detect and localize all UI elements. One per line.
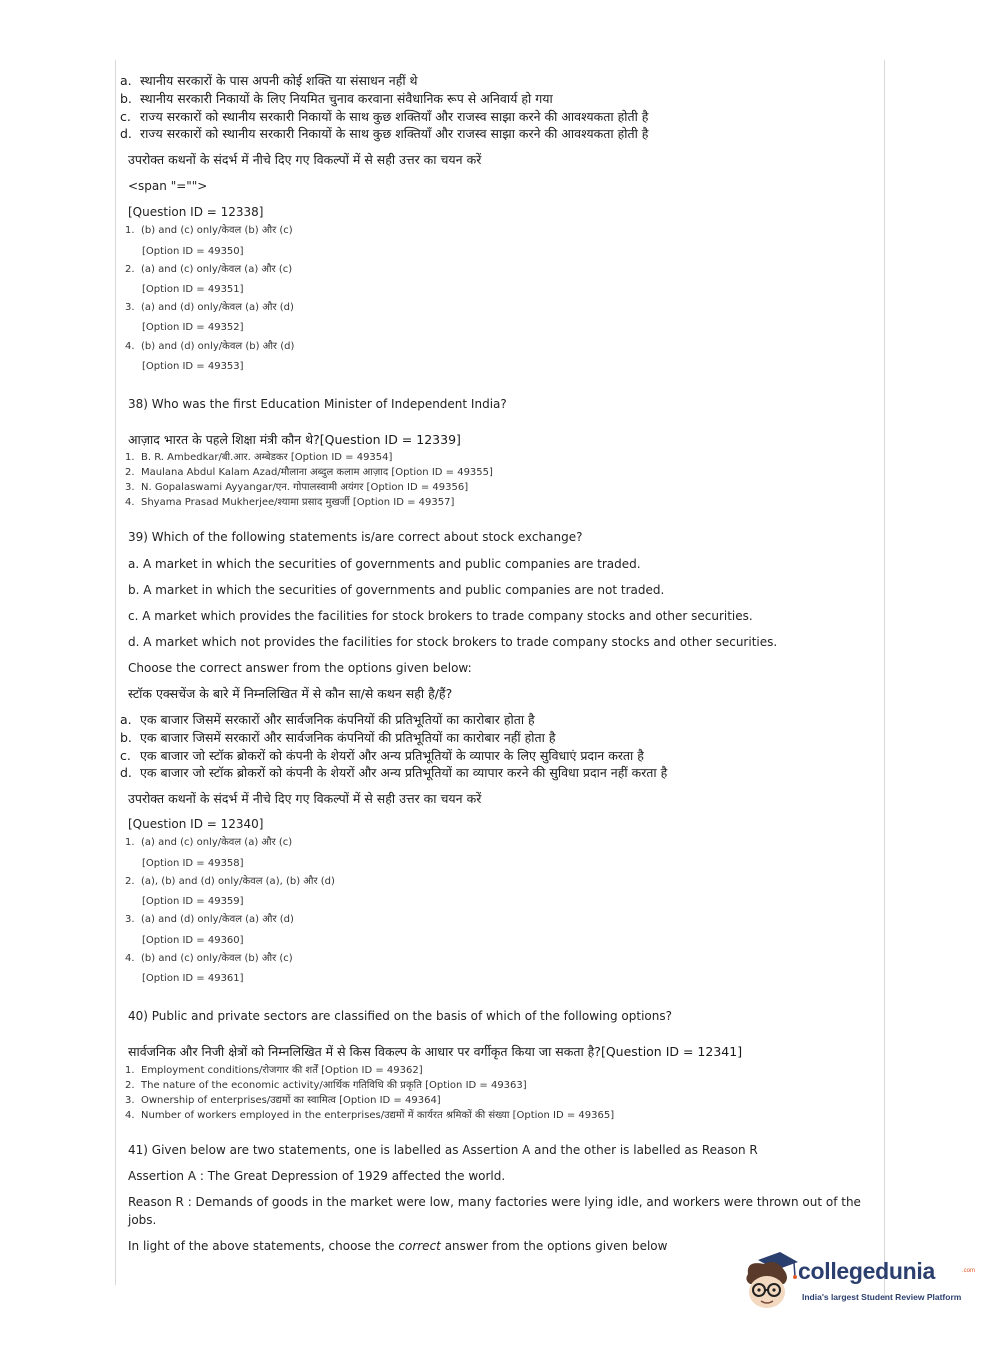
q38-hindi: आज़ाद भारत के पहले शिक्षा मंत्री कौन थे?[Question ID = 12339] bbox=[128, 432, 461, 447]
q41-assertion: Assertion A : The Great Depression of 1929 affected the world. bbox=[128, 1169, 506, 1183]
q37-option-1-id: [Option ID = 49350] bbox=[142, 246, 244, 257]
q40-title: 40) Public and private sectors are classified on the basis of which of the following options? bbox=[128, 1009, 672, 1023]
q39-statement-hi-c: c. एक बाजार जो स्टॉक ब्रोकरों को कंपनी के शेयरों और अन्य प्रतिभूतियों के व्यापार के लिए सुविधाएं प्रदान करता है bbox=[120, 748, 644, 763]
q39-option-1-id: [Option ID = 49358] bbox=[142, 858, 244, 869]
q40-option-3: 3. Ownership of enterprises/उद्यमों का स्वामित्व [Option ID = 49364] bbox=[125, 1095, 441, 1106]
q39-option-2-id: [Option ID = 49359] bbox=[142, 896, 244, 907]
q38-option-1: 1. B. R. Ambedkar/बी.आर. अम्बेडकर [Option ID = 49354] bbox=[125, 452, 393, 463]
q39-statement-en-d: d. A market which not provides the facilities for stock brokers to trade company stocks and other securities. bbox=[128, 635, 778, 649]
q40-option-4: 4. Number of workers employed in the enterprises/उद्यमों में कार्यरत श्रमिकों की संख्या [Option ID = 49365] bbox=[125, 1110, 615, 1121]
q39-option-2: 2. (a), (b) and (d) only/केवल (a), (b) और (d) bbox=[125, 876, 335, 887]
left-margin-line bbox=[115, 60, 116, 1285]
q39-hindi-question: स्टॉक एक्सचेंज के बारे में निम्नलिखित में से कौन सा/से कथन सही है/हैं? bbox=[128, 686, 453, 701]
right-margin-line bbox=[884, 60, 885, 1300]
q40-option-1: 1. Employment conditions/रोजगार की शर्तें [Option ID = 49362] bbox=[125, 1065, 423, 1076]
q40-option-2: 2. The nature of the economic activity/आर्थिक गतिविधि की प्रकृति [Option ID = 49363] bbox=[125, 1080, 527, 1091]
q39-statement-en-b: b. A market in which the securities of governments and public companies are not traded. bbox=[128, 583, 665, 597]
q39-question-id: [Question ID = 12340] bbox=[128, 817, 264, 831]
q39-option-3: 3. (a) and (d) only/केवल (a) और (d) bbox=[125, 914, 294, 925]
q39-statement-hi-a: a. एक बाजार जिसमें सरकारों और सार्वजनिक कंपनियों की प्रतिभूतियों का कारोबार होता है bbox=[120, 712, 535, 727]
q39-option-3-id: [Option ID = 49360] bbox=[142, 935, 244, 946]
logo-wordmark: collegedunia bbox=[798, 1258, 935, 1284]
q37-option-2-id: [Option ID = 49351] bbox=[142, 284, 244, 295]
q41-reason-cont: jobs. bbox=[128, 1213, 157, 1227]
q37-statement-c: c. राज्य सरकारों को स्थानीय सरकारी निकायों के साथ कुछ शक्तियाँ और राजस्व साझा करने की आवश्यकता होती है bbox=[120, 109, 649, 124]
q39-statement-en-a: a. A market in which the securities of governments and public companies are traded. bbox=[128, 557, 641, 571]
q38-option-3: 3. N. Gopalaswami Ayyangar/एन. गोपालस्वामी अयंगर [Option ID = 49356] bbox=[125, 482, 469, 493]
q37-choose-hindi: उपरोक्त कथनों के संदर्भ में नीचे दिए गए विकल्पों में से सही उत्तर का चयन करें bbox=[128, 152, 482, 167]
q38-title: 38) Who was the first Education Minister of Independent India? bbox=[128, 397, 507, 411]
q37-option-3: 3. (a) and (d) only/केवल (a) और (d) bbox=[125, 302, 294, 313]
q39-statement-en-c: c. A market which provides the facilities for stock brokers to trade company stocks and other securities. bbox=[128, 609, 753, 623]
q39-choose-en: Choose the correct answer from the options given below: bbox=[128, 661, 472, 675]
q41-instruction: In light of the above statements, choose the correct answer from the options given below bbox=[128, 1239, 668, 1253]
logo-tagline: India's largest Student Review Platform bbox=[802, 1292, 962, 1302]
q37-option-4: 4. (b) and (d) only/केवल (b) और (d) bbox=[125, 341, 295, 352]
q39-option-4-id: [Option ID = 49361] bbox=[142, 973, 244, 984]
q37-option-1: 1. (b) and (c) only/केवल (b) और (c) bbox=[125, 225, 293, 236]
q37-statement-a: a. स्थानीय सरकारों के पास अपनी कोई शक्ति या संसाधन नहीं थे bbox=[120, 73, 418, 88]
q38-option-4: 4. Shyama Prasad Mukherjee/श्यामा प्रसाद मुखर्जी [Option ID = 49357] bbox=[125, 497, 455, 508]
q37-option-2: 2. (a) and (c) only/केवल (a) और (c) bbox=[125, 264, 293, 275]
q41-title: 41) Given below are two statements, one is labelled as Assertion A and the other is labelled as Reason R bbox=[128, 1143, 758, 1157]
q39-option-4: 4. (b) and (c) only/केवल (b) और (c) bbox=[125, 953, 293, 964]
q39-title: 39) Which of the following statements is/are correct about stock exchange? bbox=[128, 530, 583, 544]
q38-option-2: 2. Maulana Abdul Kalam Azad/मौलाना अब्दुल कलाम आज़ाद [Option ID = 49355] bbox=[125, 467, 493, 478]
q37-question-id: [Question ID = 12338] bbox=[128, 205, 264, 219]
q39-option-1: 1. (a) and (c) only/केवल (a) और (c) bbox=[125, 837, 293, 848]
q39-choose-hindi: उपरोक्त कथनों के संदर्भ में नीचे दिए गए विकल्पों में से सही उत्तर का चयन करें bbox=[128, 791, 482, 806]
collegedunia-logo[interactable] bbox=[740, 1250, 976, 1315]
mascot-icon bbox=[740, 1250, 800, 1312]
q41-reason: Reason R : Demands of goods in the market were low, many factories were lying idle, and workers were thrown out of the bbox=[128, 1195, 861, 1209]
q39-statement-hi-b: b. एक बाजार जिसमें सरकारों और सार्वजनिक कंपनियों की प्रतिभूतियों का कारोबार नहीं होता है bbox=[120, 730, 556, 745]
q37-span-artifact: <span "=""> bbox=[128, 179, 208, 193]
q39-statement-hi-d: d. एक बाजार जो स्टॉक ब्रोकरों को कंपनी के शेयरों और अन्य प्रतिभूतियों का व्यापार करने की सुविधा प्रदान नहीं करता है bbox=[120, 765, 668, 780]
q37-statement-d: d. राज्य सरकारों को स्थानीय सरकारी निकायों के साथ कुछ शक्तियाँ और राजस्व साझा करने की आवश्यकता होती है bbox=[120, 126, 649, 141]
q37-option-4-id: [Option ID = 49353] bbox=[142, 361, 244, 372]
q37-statement-b: b. स्थानीय सरकारी निकायों के लिए नियमित चुनाव करवाना संवैधानिक रूप से अनिवार्य हो गया bbox=[120, 91, 553, 106]
logo-suffix: .com bbox=[962, 1268, 976, 1274]
q40-hindi: सार्वजनिक और निजी क्षेत्रों को निम्नलिखित में से किस विकल्प के आधार पर वर्गीकृत किया जा सकता है?[Question ID = 12341] bbox=[128, 1044, 743, 1059]
q37-option-3-id: [Option ID = 49352] bbox=[142, 322, 244, 333]
